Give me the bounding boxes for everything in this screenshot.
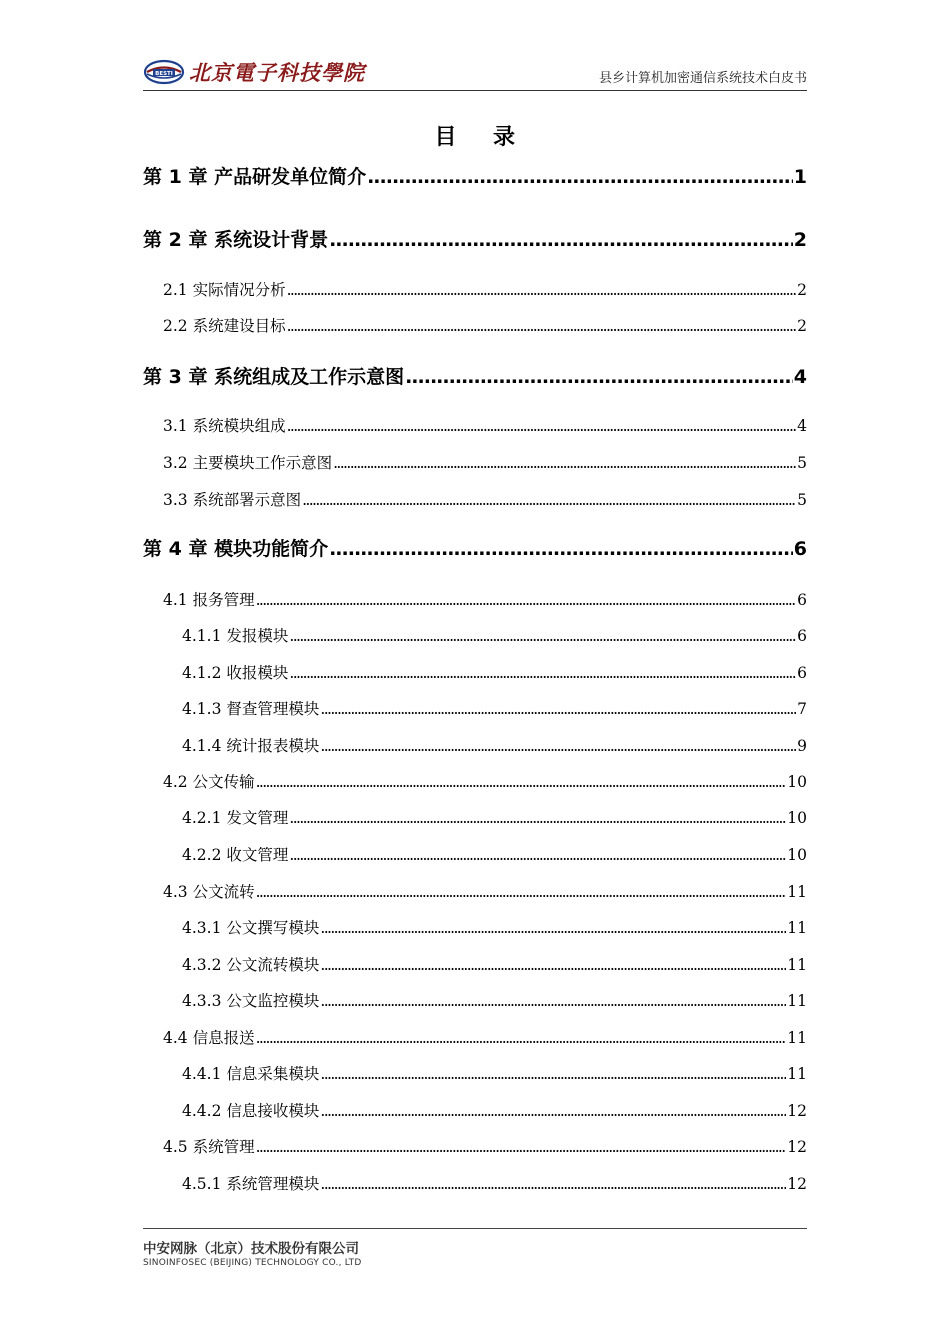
page-footer: [143, 1228, 807, 1268]
toc-entry-page-number: 12: [787, 1175, 807, 1193]
institution-name: 北京電子科技學院: [189, 60, 365, 85]
toc-dot-leader: [256, 773, 787, 791]
toc-entry-page-number: 1: [793, 166, 807, 188]
toc-subsection-entry[interactable]: [182, 953, 807, 975]
toc-entry-page-number: 6: [793, 538, 807, 560]
toc-entry-page-number: 9: [797, 737, 807, 755]
institution-logo: [143, 57, 365, 87]
toc-entry-label: 第 1 章 产品研发单位简介: [143, 166, 367, 188]
toc-dot-leader: [320, 737, 796, 755]
toc-entry-page-number: 6: [797, 627, 807, 645]
toc-section-entry[interactable]: [163, 880, 807, 902]
toc-dot-leader: [320, 1065, 786, 1083]
toc-entry-page-number: 7: [797, 700, 807, 718]
toc-chapter-entry[interactable]: [143, 534, 807, 561]
toc-dot-leader: [287, 317, 797, 335]
document-title: 县乡计算机加密通信系统技术白皮书: [598, 71, 807, 86]
toc-dot-leader: [329, 229, 793, 251]
toc-section-entry[interactable]: [163, 1135, 807, 1157]
toc-entry-label: 4.2 公文传输: [163, 773, 255, 791]
toc-entry-label: 4.3.3 公文监控模块: [182, 992, 320, 1010]
toc-entry-page-number: 11: [787, 956, 807, 974]
toc-subsection-entry[interactable]: [182, 624, 807, 646]
toc-entry-label: 4.3.1 公文撰写模块: [182, 919, 320, 937]
toc-entry-label: 第 4 章 模块功能简介: [143, 538, 329, 560]
toc-entry-label: 4.4 信息报送: [163, 1029, 255, 1047]
besti-emblem-icon: [143, 59, 185, 85]
toc-subsection-entry[interactable]: [182, 734, 807, 756]
toc-entry-label: 4.1.1 发报模块: [182, 627, 289, 645]
toc-entry-label: 4.3.2 公文流转模块: [182, 956, 320, 974]
toc-entry-page-number: 2: [793, 229, 807, 251]
toc-dot-leader: [256, 883, 787, 901]
toc-section-entry[interactable]: [163, 314, 807, 336]
toc-section-entry[interactable]: [163, 588, 807, 610]
toc-entry-label: 第 3 章 系统组成及工作示意图: [143, 366, 405, 388]
toc-section-entry[interactable]: [163, 488, 807, 510]
toc-section-entry[interactable]: [163, 278, 807, 300]
toc-dot-leader: [289, 664, 796, 682]
toc-entry-page-number: 10: [787, 809, 807, 827]
toc-entry-label: 4.5.1 系统管理模块: [182, 1175, 320, 1193]
toc-dot-leader: [320, 992, 786, 1010]
footer-divider: [143, 1228, 807, 1229]
toc-entry-page-number: 10: [787, 773, 807, 791]
toc-dot-leader: [329, 538, 793, 560]
toc-subsection-entry[interactable]: [182, 697, 807, 719]
toc-entry-page-number: 11: [787, 992, 807, 1010]
toc-entry-page-number: 5: [797, 454, 807, 472]
toc-dot-leader: [333, 454, 796, 472]
toc-dot-leader: [320, 919, 786, 937]
toc-dot-leader: [256, 591, 797, 609]
toc-dot-leader: [320, 1175, 786, 1193]
toc-entry-page-number: 12: [787, 1102, 807, 1120]
toc-subsection-entry[interactable]: [182, 661, 807, 683]
company-name-cn: 中安网脉（北京）技术股份有限公司: [143, 1241, 359, 1257]
toc-dot-leader: [320, 956, 786, 974]
toc-entry-label: 3.3 系统部署示意图: [163, 491, 302, 509]
toc-dot-leader: [405, 366, 793, 388]
toc-heading-right: 录: [493, 125, 516, 150]
toc-entry-label: 4.1.4 统计报表模块: [182, 737, 320, 755]
toc-dot-leader: [256, 1029, 787, 1047]
toc-dot-leader: [302, 491, 796, 509]
toc-heading-left: 目: [434, 125, 457, 150]
toc-dot-leader: [287, 417, 797, 435]
toc-entry-label: 4.3 公文流转: [163, 883, 255, 901]
toc-heading: [0, 120, 950, 151]
toc-subsection-entry[interactable]: [182, 806, 807, 828]
toc-entry-label: 3.1 系统模块组成: [163, 417, 286, 435]
toc-entry-label: 3.2 主要模块工作示意图: [163, 454, 333, 472]
toc-section-entry[interactable]: [163, 451, 807, 473]
toc-subsection-entry[interactable]: [182, 916, 807, 938]
toc-entry-page-number: 6: [797, 664, 807, 682]
toc-dot-leader: [367, 166, 793, 188]
toc-entry-page-number: 11: [787, 1065, 807, 1083]
toc-entry-page-number: 11: [787, 919, 807, 937]
header-divider: [143, 90, 807, 91]
toc-entry-page-number: 2: [797, 281, 807, 299]
toc-entry-label: 4.1.2 收报模块: [182, 664, 289, 682]
toc-entry-label: 4.2.1 发文管理: [182, 809, 289, 827]
toc-entry-label: 2.2 系统建设目标: [163, 317, 286, 335]
toc-dot-leader: [256, 1138, 787, 1156]
toc-dot-leader: [320, 700, 796, 718]
toc-entry-label: 4.1 报务管理: [163, 591, 255, 609]
toc-entry-page-number: 10: [787, 846, 807, 864]
toc-entry-page-number: 12: [787, 1138, 807, 1156]
toc-subsection-entry[interactable]: [182, 1172, 807, 1194]
toc-entry-page-number: 2: [797, 317, 807, 335]
toc-chapter-entry[interactable]: [143, 225, 807, 252]
toc-entry-label: 4.1.3 督查管理模块: [182, 700, 320, 718]
toc-subsection-entry[interactable]: [182, 1099, 807, 1121]
toc-entry-label: 第 2 章 系统设计背景: [143, 229, 329, 251]
toc-entry-label: 4.4.2 信息接收模块: [182, 1102, 320, 1120]
toc-entry-label: 4.2.2 收文管理: [182, 846, 289, 864]
toc-subsection-entry[interactable]: [182, 843, 807, 865]
toc-entry-page-number: 6: [797, 591, 807, 609]
toc-section-entry[interactable]: [163, 414, 807, 436]
logo-emblem-text: BESTI: [155, 70, 173, 77]
toc-chapter-entry[interactable]: [143, 162, 807, 189]
toc-entry-label: 2.1 实际情况分析: [163, 281, 286, 299]
toc-dot-leader: [287, 281, 797, 299]
toc-subsection-entry[interactable]: [182, 1062, 807, 1084]
toc-entry-page-number: 5: [797, 491, 807, 509]
toc-section-entry[interactable]: [163, 770, 807, 792]
company-name-en: SINOINFOSEC (BEIJING) TECHNOLOGY CO., LTD: [143, 1258, 362, 1268]
toc-entry-page-number: 4: [797, 417, 807, 435]
page-header: [143, 55, 807, 91]
toc-entry-page-number: 4: [793, 366, 807, 388]
toc-section-entry[interactable]: [163, 1026, 807, 1048]
toc-entry-label: 4.4.1 信息采集模块: [182, 1065, 320, 1083]
toc-dot-leader: [289, 846, 786, 864]
toc-entry-label: 4.5 系统管理: [163, 1138, 255, 1156]
toc-dot-leader: [289, 809, 786, 827]
toc-entry-page-number: 11: [787, 1029, 807, 1047]
toc-chapter-entry[interactable]: [143, 362, 807, 389]
toc-entry-page-number: 11: [787, 883, 807, 901]
toc-subsection-entry[interactable]: [182, 989, 807, 1011]
toc-dot-leader: [320, 1102, 786, 1120]
toc-dot-leader: [289, 627, 796, 645]
